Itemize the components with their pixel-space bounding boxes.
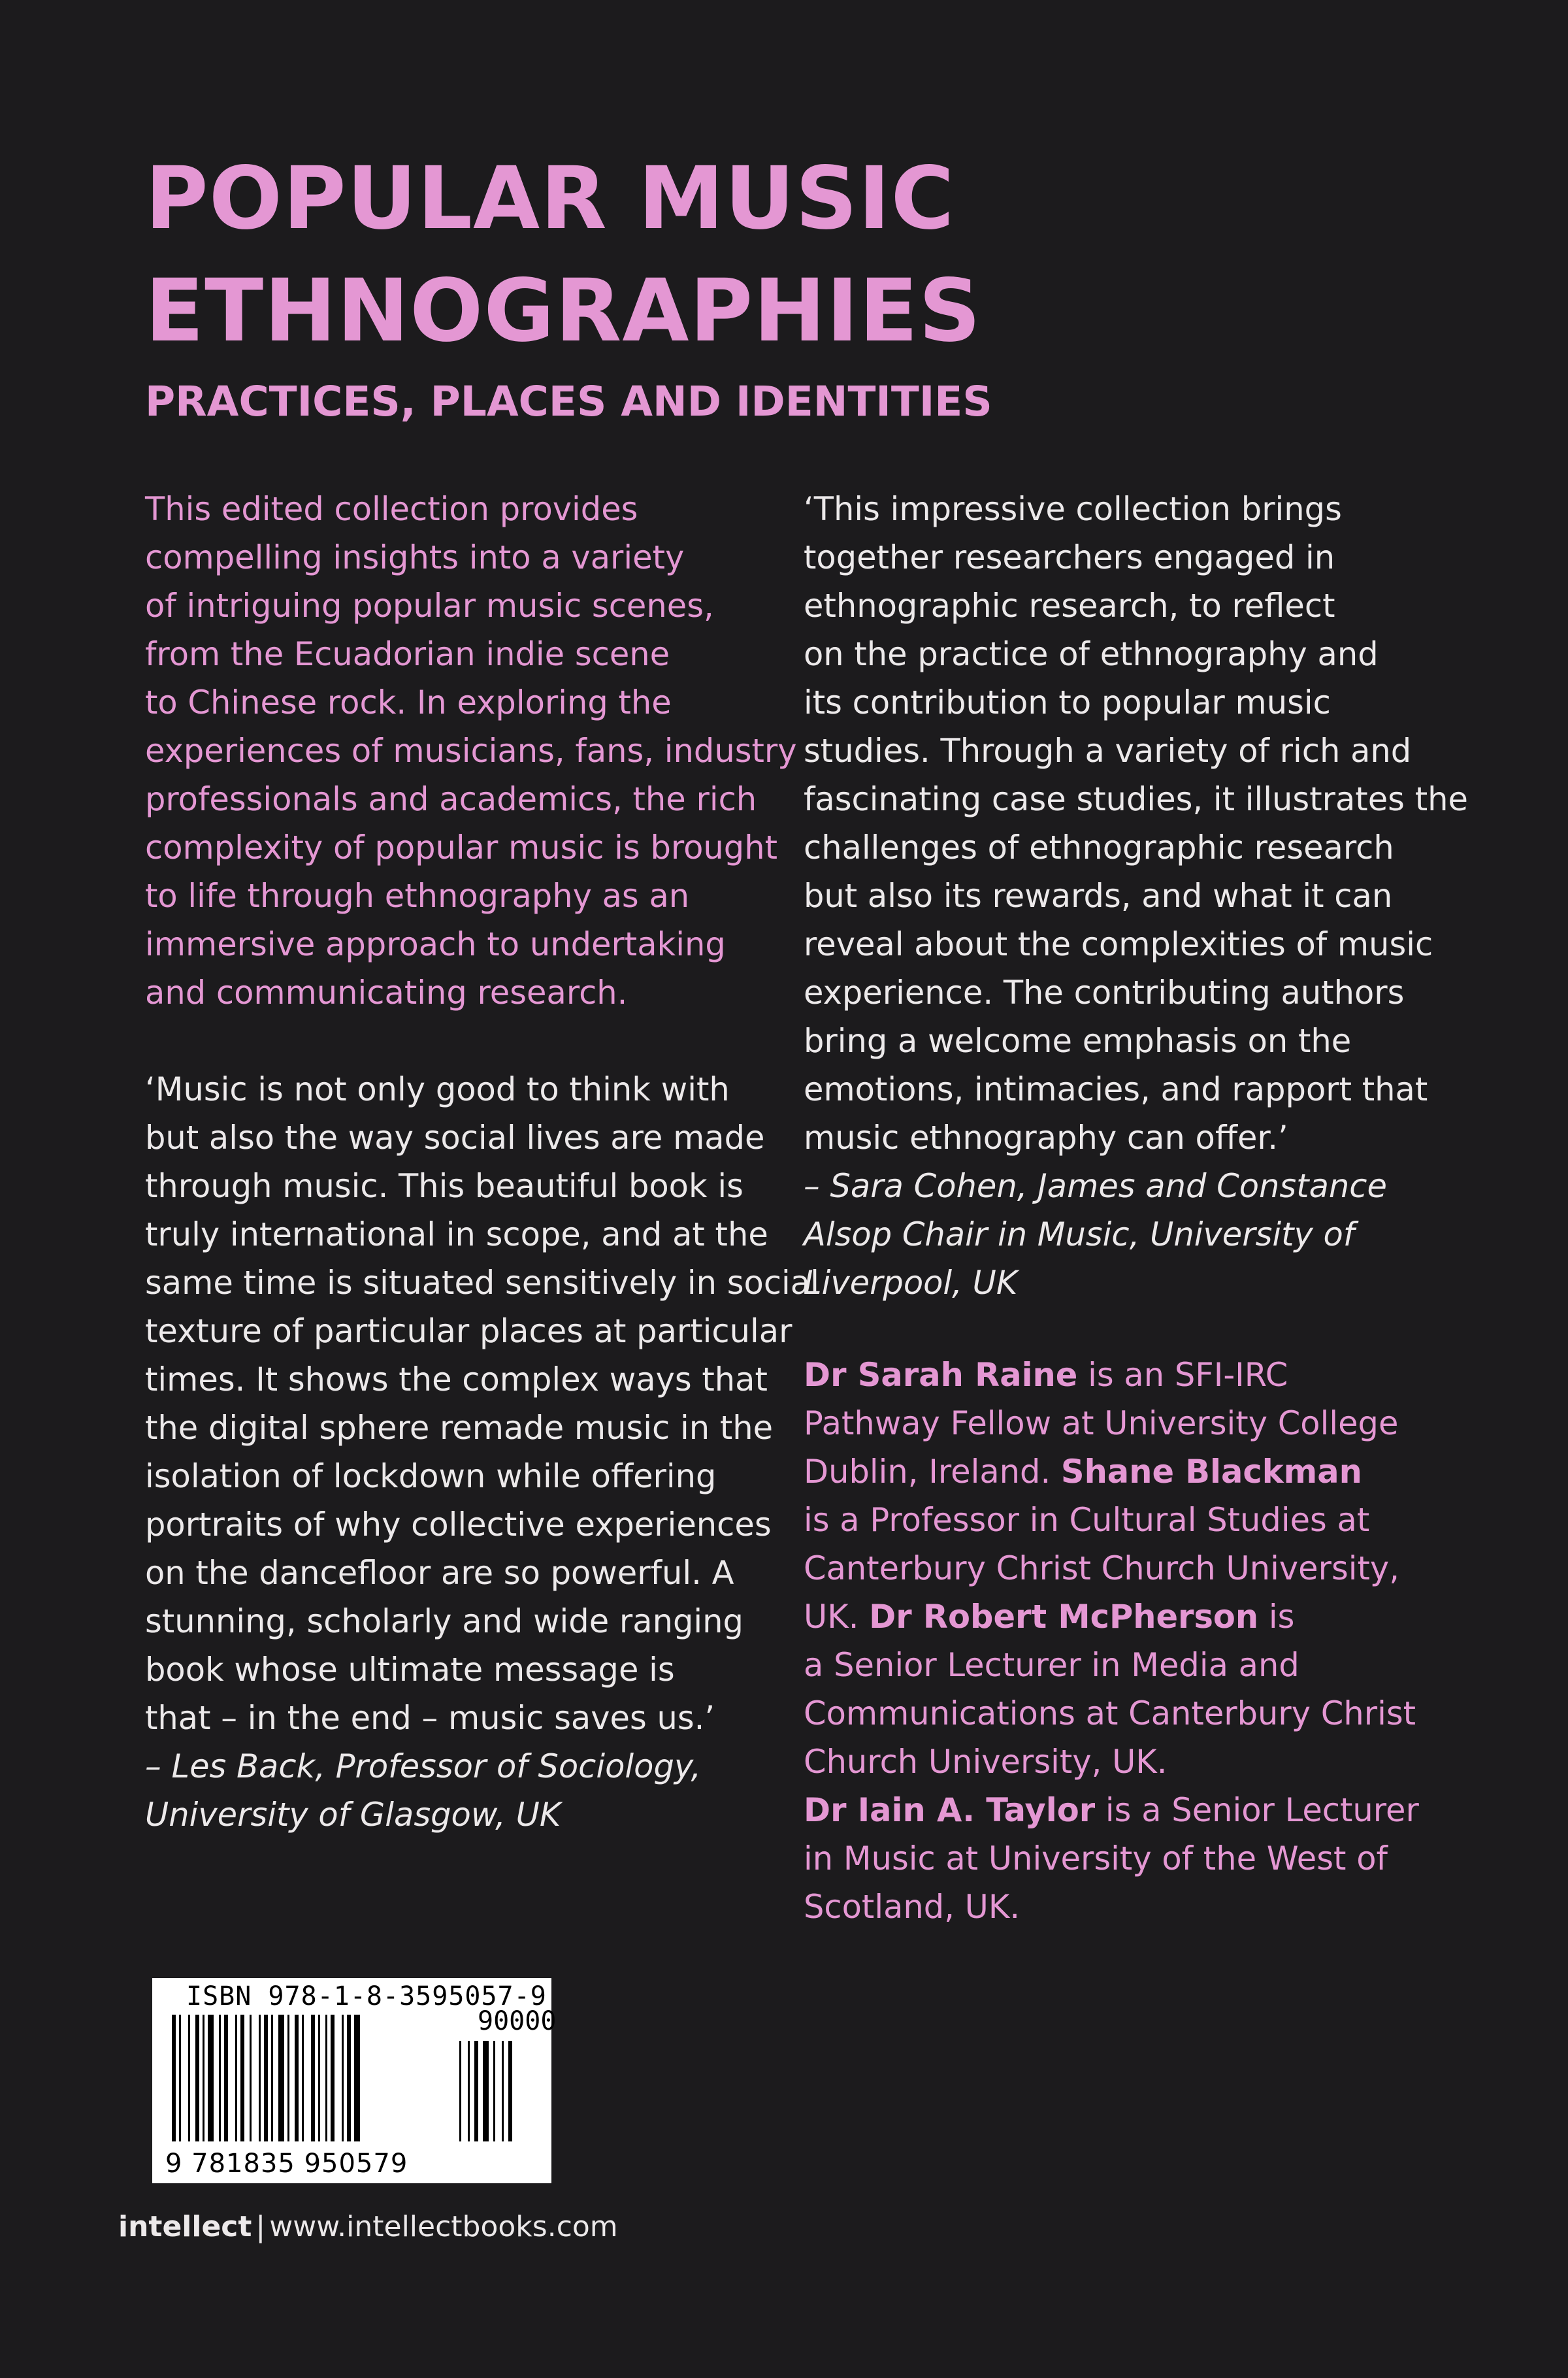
barcode-bar [318, 2015, 320, 2141]
description-line: and communicating research. [145, 974, 628, 1012]
quote-line: truly international in scope, and at the [145, 1215, 768, 1253]
quote-line: its contribution to popular music [804, 684, 1331, 721]
barcode-bar [325, 2015, 327, 2141]
barcode-bar [354, 2015, 360, 2141]
bio-text: is an SFI-IRC [1077, 1356, 1288, 1394]
editor-name: Shane Blackman [1060, 1453, 1362, 1491]
bio-line: Pathway Fellow at University College [804, 1404, 1399, 1442]
title-line-1: POPULAR MUSIC [145, 148, 955, 249]
publisher-website-link[interactable]: www.intellectbooks.com [269, 2210, 618, 2243]
quote-line: reveal about the complexities of music [804, 925, 1433, 963]
barcode-bar [195, 2015, 199, 2141]
barcode-bar [240, 2015, 244, 2141]
barcode-bar [172, 2015, 176, 2141]
barcode-bar [302, 2015, 304, 2141]
quote-line: times. It shows the complex ways that [145, 1361, 768, 1398]
bio-text: Dublin, Ireland. [804, 1453, 1061, 1491]
addon-bar [459, 2041, 461, 2141]
addon-bar [468, 2041, 470, 2141]
addon-bar [493, 2041, 495, 2141]
description-line: complexity of popular music is brought [145, 829, 777, 867]
barcode-bar [347, 2015, 351, 2141]
quote-line: through music. This beautiful book is [145, 1167, 743, 1205]
bio-text: is a Senior Lecturer [1095, 1791, 1419, 1829]
quote-line: bring a welcome emphasis on the [804, 1022, 1352, 1060]
barcode-bar [264, 2015, 268, 2141]
quote-line: texture of particular places at particular [145, 1312, 792, 1350]
isbn-label: ISBN 978-1-8-3595057-9 [186, 1981, 547, 2011]
description-line: of intriguing popular music scenes, [145, 587, 714, 625]
quote-line: music ethnography can offer.’ [804, 1119, 1288, 1157]
quote-attribution: Alsop Chair in Music, University of [804, 1215, 1355, 1253]
barcode-bar [331, 2015, 335, 2141]
quote-line: ‘Music is not only good to think with [145, 1070, 730, 1108]
quote-line: the digital sphere remade music in the [145, 1409, 774, 1447]
quote-line: fascinating case studies, it illustrates the [804, 780, 1468, 818]
barcode-bar [295, 2015, 299, 2141]
description-line: immersive approach to undertaking [145, 925, 726, 963]
description-line: from the Ecuadorian indie scene [145, 635, 670, 673]
description-line: professionals and academics, the rich [145, 780, 757, 818]
endorsement-sara-cohen [804, 485, 1468, 1307]
bio-line: Scotland, UK. [804, 1888, 1021, 1926]
barcode-bar [224, 2015, 228, 2141]
description-line: to life through ethnography as an [145, 877, 690, 915]
quote-line: ‘This impressive collection brings [804, 490, 1342, 528]
isbn-barcode [152, 1978, 557, 2183]
barcode-bar [203, 2015, 204, 2141]
quote-line: stunning, scholarly and wide ranging [145, 1602, 743, 1640]
quote-line: portraits of why collective experiences [145, 1506, 772, 1544]
price-code: 90000 [478, 2006, 557, 2036]
bio-line: a Senior Lecturer in Media and [804, 1646, 1299, 1684]
editor-bios [804, 1351, 1457, 1931]
quote-line: challenges of ethnographic research [804, 829, 1394, 867]
quote-line: emotions, intimacies, and rapport that [804, 1070, 1428, 1108]
publisher-separator: | [255, 2210, 266, 2243]
barcode-bar [271, 2015, 273, 2141]
book-subtitle: PRACTICES, PLACES AND IDENTITIES [145, 378, 992, 425]
editor-name: Dr Robert McPherson [869, 1598, 1259, 1636]
barcode-bar [311, 2015, 315, 2141]
bio-line: in Music at University of the West of [804, 1840, 1388, 1877]
barcode-bar [278, 2015, 284, 2141]
quote-line: book whose ultimate message is [145, 1651, 675, 1689]
addon-bar [502, 2041, 504, 2141]
book-description [145, 485, 798, 1017]
quote-line: on the dancefloor are so powerful. A [145, 1554, 734, 1592]
editor-name: Dr Sarah Raine [804, 1356, 1078, 1394]
description-line: This edited collection provides [145, 490, 638, 528]
book-title [145, 142, 1386, 367]
bio-line: Canterbury Christ Church University, [804, 1549, 1399, 1587]
quote-line: but also the way social lives are made [145, 1119, 765, 1157]
quote-attribution: Liverpool, UK [804, 1264, 1018, 1302]
title-line-2: ETHNOGRAPHIES [145, 261, 982, 361]
bio-line: Communications at Canterbury Christ [804, 1694, 1416, 1732]
quote-line: isolation of lockdown while offering [145, 1457, 717, 1495]
addon-bar [508, 2041, 512, 2141]
quote-line: that – in the end – music saves us.’ [145, 1699, 715, 1737]
description-line: experiences of musicians, fans, industry [145, 732, 797, 770]
barcode-bar [235, 2015, 237, 2141]
quote-attribution: – Les Back, Professor of Sociology, [145, 1747, 702, 1785]
bio-text: UK. [804, 1598, 870, 1636]
bio-line [804, 1593, 1457, 1641]
bio-text: is [1258, 1598, 1295, 1636]
publisher-logo: intellect [118, 2210, 252, 2243]
barcode-bar [188, 2015, 190, 2141]
publisher-footer [118, 2207, 618, 2247]
bio-line: is a Professor in Cultural Studies at [804, 1501, 1370, 1539]
barcode-bar [259, 2015, 261, 2141]
bio-line: Church University, UK. [804, 1743, 1168, 1781]
addon-bar [483, 2041, 489, 2141]
bio-line [804, 1351, 1457, 1399]
bio-line [804, 1447, 1457, 1496]
description-line: to Chinese rock. In exploring the [145, 684, 672, 721]
quote-line: on the practice of ethnography and [804, 635, 1379, 673]
quote-line: experience. The contributing authors [804, 974, 1405, 1012]
barcode-bar [179, 2015, 181, 2141]
description-line: compelling insights into a variety [145, 538, 685, 576]
quote-attribution: – Sara Cohen, James and Constance [804, 1167, 1387, 1205]
endorsement-les-back [145, 1065, 819, 1839]
addon-bar [474, 2041, 478, 2141]
quote-line: same time is situated sensitively in social [145, 1264, 819, 1302]
barcode-bar [250, 2015, 252, 2141]
bio-line [804, 1786, 1457, 1834]
quote-line: together researchers engaged in [804, 538, 1335, 576]
editor-name: Dr Iain A. Taylor [804, 1791, 1096, 1829]
barcode-bar [342, 2015, 344, 2141]
barcode-bar [208, 2015, 214, 2141]
barcode-bar [219, 2015, 221, 2141]
quote-line: studies. Through a variety of rich and [804, 732, 1412, 770]
quote-line: ethnographic research, to reflect [804, 587, 1335, 625]
barcode-digits: 9 781835 950579 [165, 2149, 408, 2179]
barcode-bar [287, 2015, 289, 2141]
quote-attribution: University of Glasgow, UK [145, 1796, 561, 1834]
quote-line: but also its rewards, and what it can [804, 877, 1393, 915]
